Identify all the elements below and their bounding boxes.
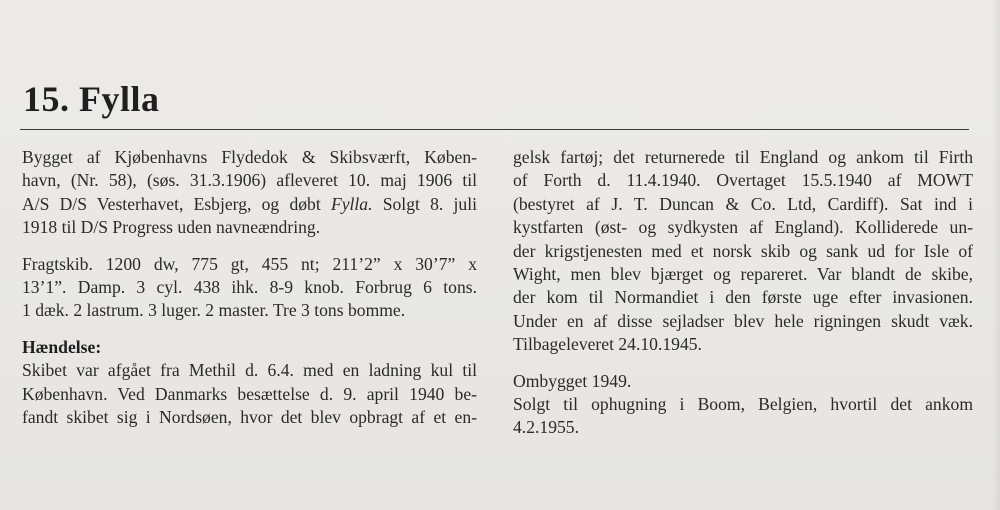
text-line: 1 dæk. 2 lastrum. 3 luger. 2 master. Tre 3 tons bomme. bbox=[22, 300, 406, 321]
text-line: (bestyret af J. T. Duncan & Co. Ltd, Cardiff). Sat ind i bbox=[513, 193, 973, 214]
text-line: Skibet var afgået fra Methil d. 6.4. med en ladning kul til bbox=[22, 360, 477, 381]
text-segment: A/S D/S Vesterhavet, Esbjerg, og døbt bbox=[22, 193, 331, 214]
ship-name-italic: Fylla. bbox=[330, 193, 373, 214]
paragraph-gap bbox=[513, 357, 973, 370]
text-line: Solgt til ophugning i Boom, Belgien, hvortil det ankom bbox=[513, 393, 973, 414]
text-line: København. Ved Danmarks besættelse d. 9. april 1940 be- bbox=[22, 383, 477, 404]
right-column bbox=[513, 146, 973, 440]
text-line: Under en af disse sejladser blev hele rigningen skudt væk. bbox=[513, 310, 973, 331]
text-line: der kom til Normandiet i den første uge efter invasionen. bbox=[513, 287, 973, 308]
text-segment: Solgt 8. juli bbox=[372, 193, 477, 214]
left-column bbox=[22, 146, 477, 429]
text-line: havn, (Nr. 58), (søs. 31.3.1906) afleveret 10. maj 1906 til bbox=[22, 170, 477, 191]
text-line: Fragtskib. 1200 dw, 775 gt, 455 nt; 211’2” x 30’7” x bbox=[22, 253, 477, 274]
title-divider bbox=[20, 129, 969, 130]
event-heading: Hændelse: bbox=[22, 336, 102, 357]
paragraph-gap bbox=[22, 240, 477, 253]
text-line: of Forth d. 11.4.1940. Overtaget 15.5.1940 af MOWT bbox=[513, 170, 973, 191]
text-line bbox=[22, 193, 477, 216]
text-line: Wight, men blev bjærget og repareret. Var blandt de skibe, bbox=[513, 263, 973, 284]
paragraph-gap bbox=[22, 323, 477, 336]
scan-edge-shadow bbox=[992, 0, 1000, 510]
text-line: gelsk fartøj; det returnerede til England og ankom til Firth bbox=[513, 147, 973, 167]
text-line: Bygget af Kjøbenhavns Flydedok & Skibsværft, Køben- bbox=[22, 147, 477, 167]
page-title: 15. Fylla bbox=[23, 79, 160, 119]
text-line: fandt skibet sig i Nordsøen, hvor det blev opbragt af et en- bbox=[22, 406, 477, 427]
text-line: der krigstjenesten med et norsk skib og sank ud for Isle of bbox=[513, 240, 973, 261]
text-line: 4.2.1955. bbox=[513, 417, 579, 438]
text-line: 13’1”. Damp. 3 cyl. 438 ihk. 8-9 knob. Forbrug 6 tons. bbox=[22, 276, 477, 297]
text-line: kystfarten (øst- og sydkysten af England). Kolliderede un- bbox=[513, 217, 973, 238]
text-line: Tilbageleveret 24.10.1945. bbox=[513, 334, 702, 355]
text-line: Ombygget 1949. bbox=[513, 370, 632, 391]
text-line: 1918 til D/S Progress uden navneændring. bbox=[22, 217, 321, 238]
